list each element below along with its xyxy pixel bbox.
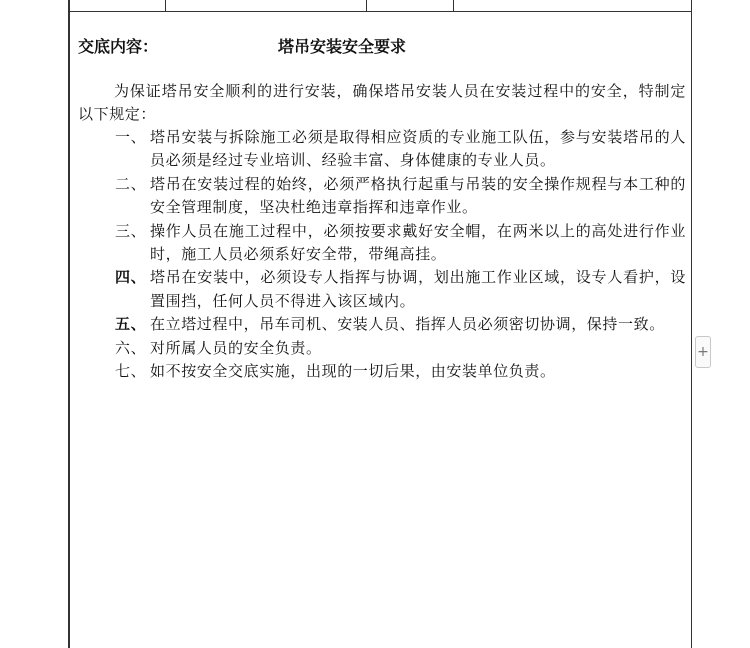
table-column-divider [453,0,454,11]
rule-item [78,360,688,383]
rule-number: 七、 [115,362,147,381]
rule-item [78,313,688,336]
table-right-border [691,0,692,648]
rule-number: 二、 [115,174,147,193]
rule-item [78,220,688,267]
disclosure-label: 交底内容： [78,37,159,56]
rule-text: 如不按安全交底实施，出现的一切后果，由安装单位负责。 [150,362,556,381]
rule-item [78,126,688,173]
intro-paragraph: 为保证塔吊安全顺利的进行安装，确保塔吊安装人员在安装过程中的安全，特制定以下规定： [78,82,686,123]
rules-list [78,126,688,383]
header-row [78,34,688,60]
rule-number: 三、 [115,221,147,240]
rule-number: 六、 [115,338,147,357]
table-top-border [68,11,692,12]
table-column-divider [165,0,166,11]
rule-number: 五、 [115,315,147,334]
side-handle-button[interactable] [695,336,711,368]
document-content [78,34,688,383]
rule-text: 塔吊安装与拆除施工必须是取得相应资质的专业施工队伍，参与安装塔吊的人员必须是经过专业培训、经验丰富、身体健康的专业人员。 [150,128,686,170]
rule-text: 对所属人员的安全负责。 [150,338,322,357]
rule-item [78,266,688,313]
rule-item [78,173,688,220]
rule-item [78,337,688,360]
rule-text: 操作人员在施工过程中，必须按要求戴好安全帽，在两米以上的高处进行作业时，施工人员必须系好安全带，带绳高挂。 [150,221,686,264]
rule-text: 塔吊在安装过程的始终，必须严格执行起重与吊装的安全操作规程与本工种的安全管理制度，坚决杜绝违章指挥和违章作业。 [150,174,686,217]
rule-text: 在立塔过程中，吊车司机、安装人员、指挥人员必须密切协调，保持一致。 [150,315,665,334]
rule-text: 塔吊在安装中，必须设专人指挥与协调，划出施工作业区域，设专人看护，设置围挡，任何人员不得进入该区域内。 [150,268,686,310]
rule-number: 四、 [115,268,147,287]
document-title: 塔吊安装安全要求 [278,37,407,56]
table-column-divider [366,0,367,11]
table-left-border [68,0,70,648]
plus-icon: + [697,344,709,360]
rule-number: 一、 [115,128,147,146]
